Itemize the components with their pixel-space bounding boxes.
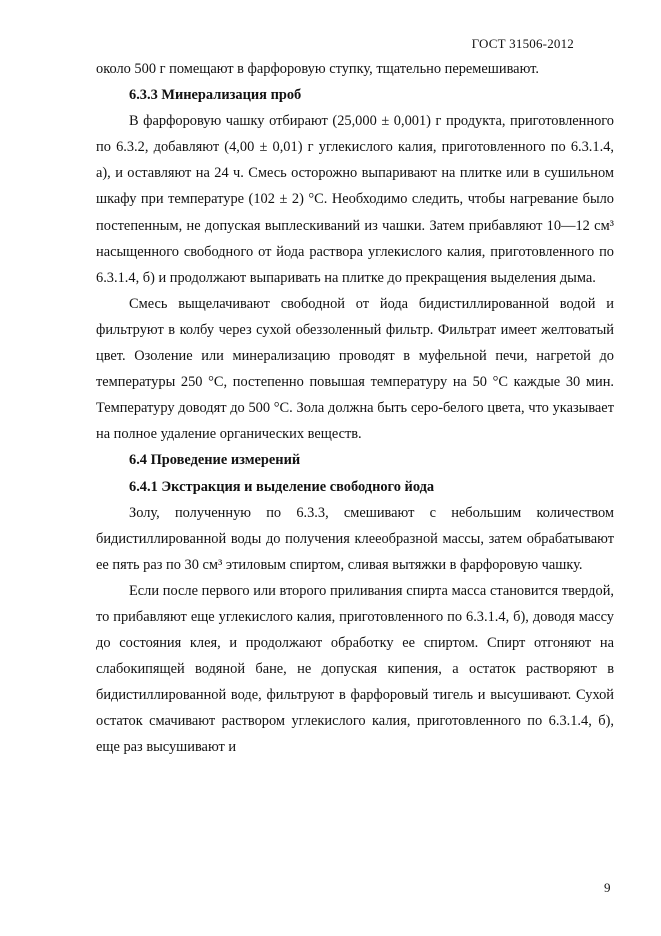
paragraph-alcohol-treatment: Если после первого или второго приливания спирта масса становится твердой, то прибавляют еще углекислого калия, приготовленного по 6.3.1.4, б), доводя массу до состояния клея, и продолжают обработку ее спиртом. Спирт отгоняют на слабокипящей водяной бане, не допуская кипения, а остаток растворяют в бидистиллированной воде, фильтруют в фарфоровый тигель и высушивают. Сухой остаток смачивают раствором углекислого калия, приготовленного по 6.3.1.4, б), еще раз высушивают и [96,582,614,756]
paragraph-leaching: Смесь выщелачивают свободной от йода бидистиллированной водой и фильтруют в колбу через сухой обеззоленный фильтр. Фильтрат имеет желтоватый цвет. Озоление или минерализацию проводят в муфельной печи, нагретой до температуры 250 °С, постепенно повышая температуру на 50 °С каждые 30 мин. Температуру доводят до 500 °С. Зола должна быть серо-белого цвета, что указывает на полное удаление органических веществ. [96,295,614,443]
paragraph-mineralization: В фарфоровую чашку отбирают (25,000 ± 0,001) г продукта, приготовленного по 6.3.2, добавляют (4,00 ± 0,01) г углекислого калия, приготовленного по 6.3.1.4, а), и оставляют на 24 ч. Смесь осторожно выпаривают на плитке или в сушильном шкафу при температуре (102 ± 2) °С. Необходимо следить, чтобы нагревание было постепенным, не допуская выплескиваний из чашки. Затем прибавляют 10—12 см³ насыщенного свободного от йода раствора углекислого калия, приготовленного по 6.3.1.4, б) и продолжают выпаривать на плитке до прекращения выделения дыма. [96,113,614,286]
document-header: ГОСТ 31506-2012 [471,36,574,51]
paragraph-ash-extraction: Золу, полученную по 6.3.3, смешивают с небольшим количеством бидистиллированной воды до получения клееобразной массы, затем обрабатывают ее пять раз по 30 см³ этиловым спиртом, сливая вытяжки в фарфоровую чашку. [96,504,614,573]
section-heading-6-4-1: 6.4.1 Экстракция и выделение свободного йода [129,478,435,495]
section-heading-6-4: 6.4 Проведение измерений [129,452,301,469]
page-number: 9 [604,880,611,895]
paragraph-continuation: около 500 г помещают в фарфоровую ступку, тщательно перемешивают. [96,61,539,77]
section-heading-6-3-3: 6.3.3 Минерализация проб [129,87,302,104]
document-body [96,56,614,761]
